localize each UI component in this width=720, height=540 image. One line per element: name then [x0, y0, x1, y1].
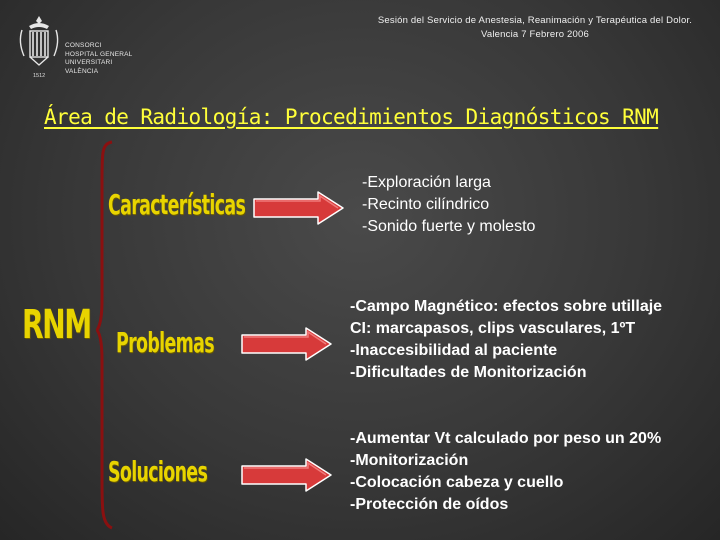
- slide-title: Área de Radiología: Procedimientos Diagnósticos RNM: [44, 105, 659, 129]
- session-date: Valencia 7 Febrero 2006: [481, 29, 589, 40]
- hospital-logo: [16, 14, 156, 84]
- arrow-right-icon: [240, 326, 334, 362]
- session-title: Sesión del Servicio de Anestesia, Reanimación y Terapéutica del Dolor.: [377, 15, 693, 26]
- arrow-right-icon: [240, 457, 334, 493]
- logo-year: 1512: [33, 73, 46, 79]
- caracteristicas-list: [362, 172, 535, 238]
- list-item: -Recinto cilíndrico: [362, 196, 490, 213]
- session-info: [330, 14, 720, 42]
- list-item: -Dificultades de Monitorización: [350, 364, 587, 381]
- list-item: -Protección de oídos: [350, 496, 509, 513]
- list-item: -Inaccesibilidad al paciente: [350, 342, 558, 359]
- list-item: -Aumentar Vt calculado por peso un 20%: [350, 430, 662, 447]
- list-item: -Campo Magnético: efectos sobre utillaje: [350, 298, 663, 315]
- list-item: -Exploración larga: [362, 174, 491, 191]
- soluciones-list: [350, 428, 661, 516]
- list-item: CI: marcapasos, clips vasculares, 1ºT: [350, 320, 636, 337]
- valencia-crest-icon: [16, 14, 62, 76]
- problemas-list: [350, 296, 662, 384]
- soluciones-label: Soluciones: [108, 455, 208, 488]
- arrow-right-icon: [252, 190, 346, 226]
- logo-org-name: CONSORCI HOSPITAL GENERAL UNIVERSITARI VALÈNCIA: [65, 42, 133, 75]
- list-item: -Monitorización: [350, 452, 469, 469]
- list-item: -Colocación cabeza y cuello: [350, 474, 564, 491]
- rnm-label: RNM: [22, 302, 91, 348]
- caracteristicas-label: Características: [108, 188, 246, 221]
- problemas-label: Problemas: [116, 326, 214, 359]
- list-item: -Sonido fuerte y molesto: [362, 218, 536, 235]
